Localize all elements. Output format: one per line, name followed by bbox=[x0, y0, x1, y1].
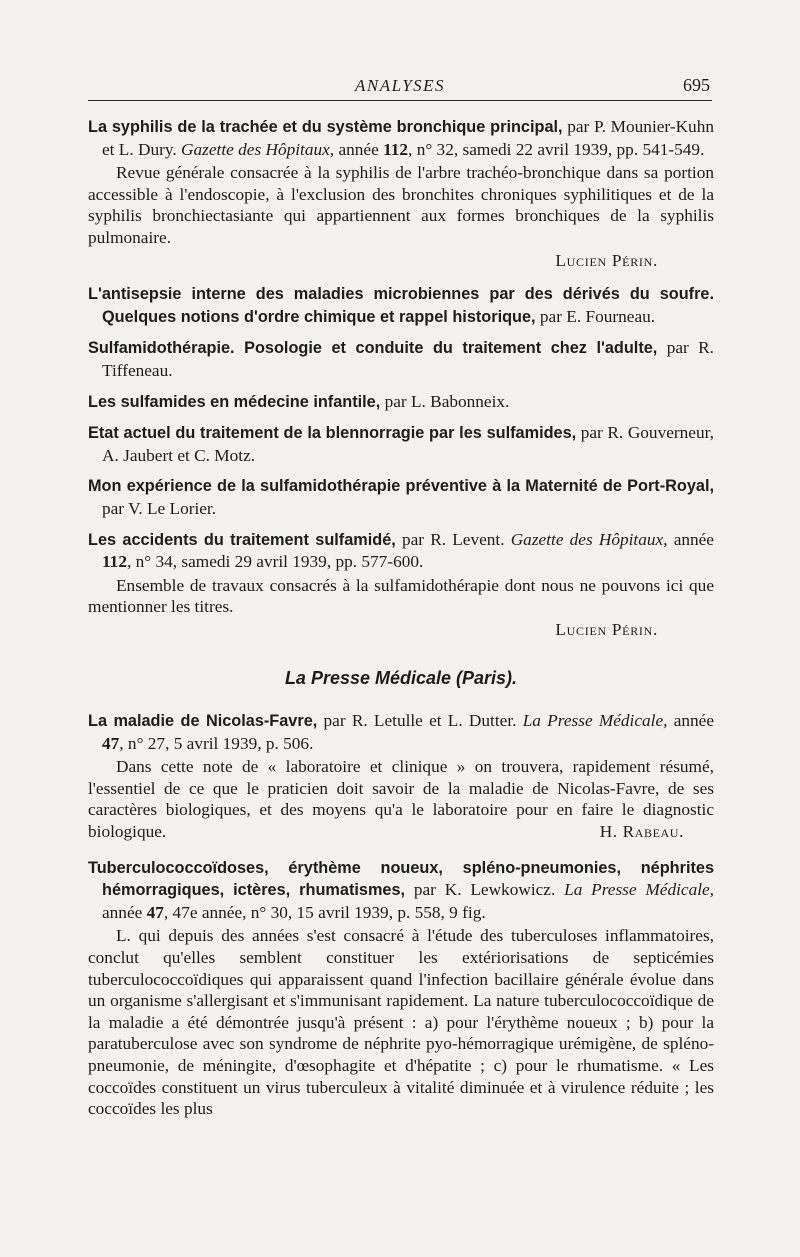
article-authors: par P. Mounier-Kuhn et L. Dury. bbox=[102, 117, 714, 159]
journal-name: La Presse Médicale, bbox=[522, 711, 668, 731]
running-title: ANALYSES bbox=[354, 76, 446, 95]
main-text bbox=[88, 116, 714, 1120]
journal-name: La Presse Médicale, bbox=[564, 880, 714, 900]
article-details: , n° 34, samedi 29 avril 1939, pp. 577-600. bbox=[126, 552, 424, 572]
abstract-reference bbox=[88, 337, 714, 381]
article-title: Les accidents du traitement sulfamidé, bbox=[88, 530, 396, 549]
article-title: Les sulfamides en médecine infantile, bbox=[88, 392, 381, 411]
volume-number: 112 bbox=[102, 552, 127, 572]
article-title: La maladie de Nicolas-Favre, bbox=[88, 712, 318, 731]
article-details: , 47e année, n° 30, 15 avril 1939, p. 558, 9 fig. bbox=[163, 902, 486, 922]
article-title: L'antisepsie interne des maladies microbiennes par des dérivés du soufre. Quelques notions d'ordre chimique et rappel historique, bbox=[88, 285, 714, 326]
volume-number: 47 bbox=[102, 733, 120, 753]
page-number: 695 bbox=[683, 75, 710, 95]
article-authors: par L. Babonneix. bbox=[380, 391, 510, 411]
signature: Lucien Périn. bbox=[555, 250, 658, 270]
journal-name: Gazette des Hôpitaux, bbox=[510, 529, 668, 549]
article-authors: par E. Fourneau. bbox=[535, 306, 656, 326]
signature: H. Rabeau. bbox=[599, 822, 684, 842]
abstract-reference bbox=[88, 116, 714, 160]
article-title: Sulfamidothérapie. Posologie et conduite du traitement chez l'adulte, bbox=[88, 339, 658, 358]
abstract-reference bbox=[88, 475, 714, 519]
running-header bbox=[88, 72, 712, 101]
abstract-body: L. qui depuis des années s'est consacré à l'étude des tuberculoses inflammatoires, conclut qu'elles semblent constituer les extériorisations de septicémies tuberculococcoïdiques qui apparaissent quand l'infection bacillaire générale évolue dans un organisme s'allergisant et s'immunisant rapidement. La nature tuberculococcoïdique de la maladie a été démontrée jusqu'à présent : a) pour l'érythème noueux ; b) pour la paratuberculose avec son syndrome de néphrite pyo-hémorragique urémigène, de spléno-pneumonie, de méningite, d'œsophagite et d'hépatite ; c) pour le rhumatisme. « Les coccoïdes constituent un virus tuberculeux à vitalité diminuée et à virulence réduite ; les coccoïdes les plus bbox=[88, 926, 714, 1119]
article-details: , n° 32, samedi 22 avril 1939, pp. 541-549. bbox=[408, 139, 705, 159]
volume-number: 47 bbox=[146, 902, 164, 922]
article-details: , n° 27, 5 avril 1939, p. 506. bbox=[119, 733, 314, 753]
abstract-reference bbox=[88, 422, 714, 466]
abstract-body bbox=[88, 756, 714, 842]
article-authors: par R. Letulle et L. Dutter. bbox=[317, 711, 523, 731]
article-title: Mon expérience de la sulfamidothérapie préventive à la Maternité de Port-Royal, bbox=[88, 477, 714, 496]
journal-name: Gazette des Hôpitaux, bbox=[181, 139, 335, 159]
abstract-reference bbox=[88, 529, 714, 573]
signature: Lucien Périn. bbox=[555, 619, 658, 639]
abstract-text: Dans cette note de « laboratoire et clinique » on trouvera, rapidement résumé, l'essentiel de ce que le praticien doit savoir de la maladie de Nicolas-Favre, de ses caractères biologiques, et des moyens qu'a le laboratoire pour en faire le diagnostic biologique. bbox=[88, 757, 714, 842]
abstract-body: Ensemble de travaux consacrés à la sulfamidothérapie dont nous ne pouvons ici que mentionner les titres. bbox=[88, 575, 714, 617]
article-details: année bbox=[334, 139, 384, 159]
volume-number: 112 bbox=[383, 139, 409, 159]
article-authors: par R. Levent. bbox=[395, 529, 511, 549]
abstract-reference bbox=[88, 391, 714, 414]
article-title: Tuberculococcoïdoses, érythème noueux, spléno-pneumonies, néphrites hémorragiques, ictères, rhumatismes, bbox=[88, 858, 714, 900]
article-authors: par K. Lewkowicz. bbox=[405, 880, 565, 900]
article-details: année bbox=[667, 711, 715, 731]
article-title: La syphilis de la trachée et du système bronchique principal, bbox=[88, 118, 563, 136]
article-title: Etat actuel du traitement de la blennorragie par les sulfamides, bbox=[88, 424, 577, 443]
abstract-reference bbox=[88, 283, 714, 328]
journal-heading: La Presse Médicale (Paris). bbox=[284, 668, 518, 689]
article-details: année bbox=[667, 529, 714, 549]
article-details: année bbox=[102, 902, 147, 922]
abstract-reference bbox=[88, 857, 714, 924]
abstract-reference bbox=[88, 710, 714, 754]
article-authors: par V. Le Lorier. bbox=[102, 498, 217, 518]
article-authors: par R. Tiffeneau. bbox=[102, 338, 714, 380]
article-authors: par R. Gouverneur, A. Jaubert et C. Motz. bbox=[102, 423, 714, 465]
abstract-body: Revue générale consacrée à la syphilis de l'arbre trachéo-bronchique dans sa portion accessible à l'endoscopie, à l'exclusion des bronchites chroniques syphilitiques et de la syphilis bronchiectasiante qui appartiennent aux formes bronchiques de la syphilis pulmonaire. bbox=[88, 163, 714, 247]
